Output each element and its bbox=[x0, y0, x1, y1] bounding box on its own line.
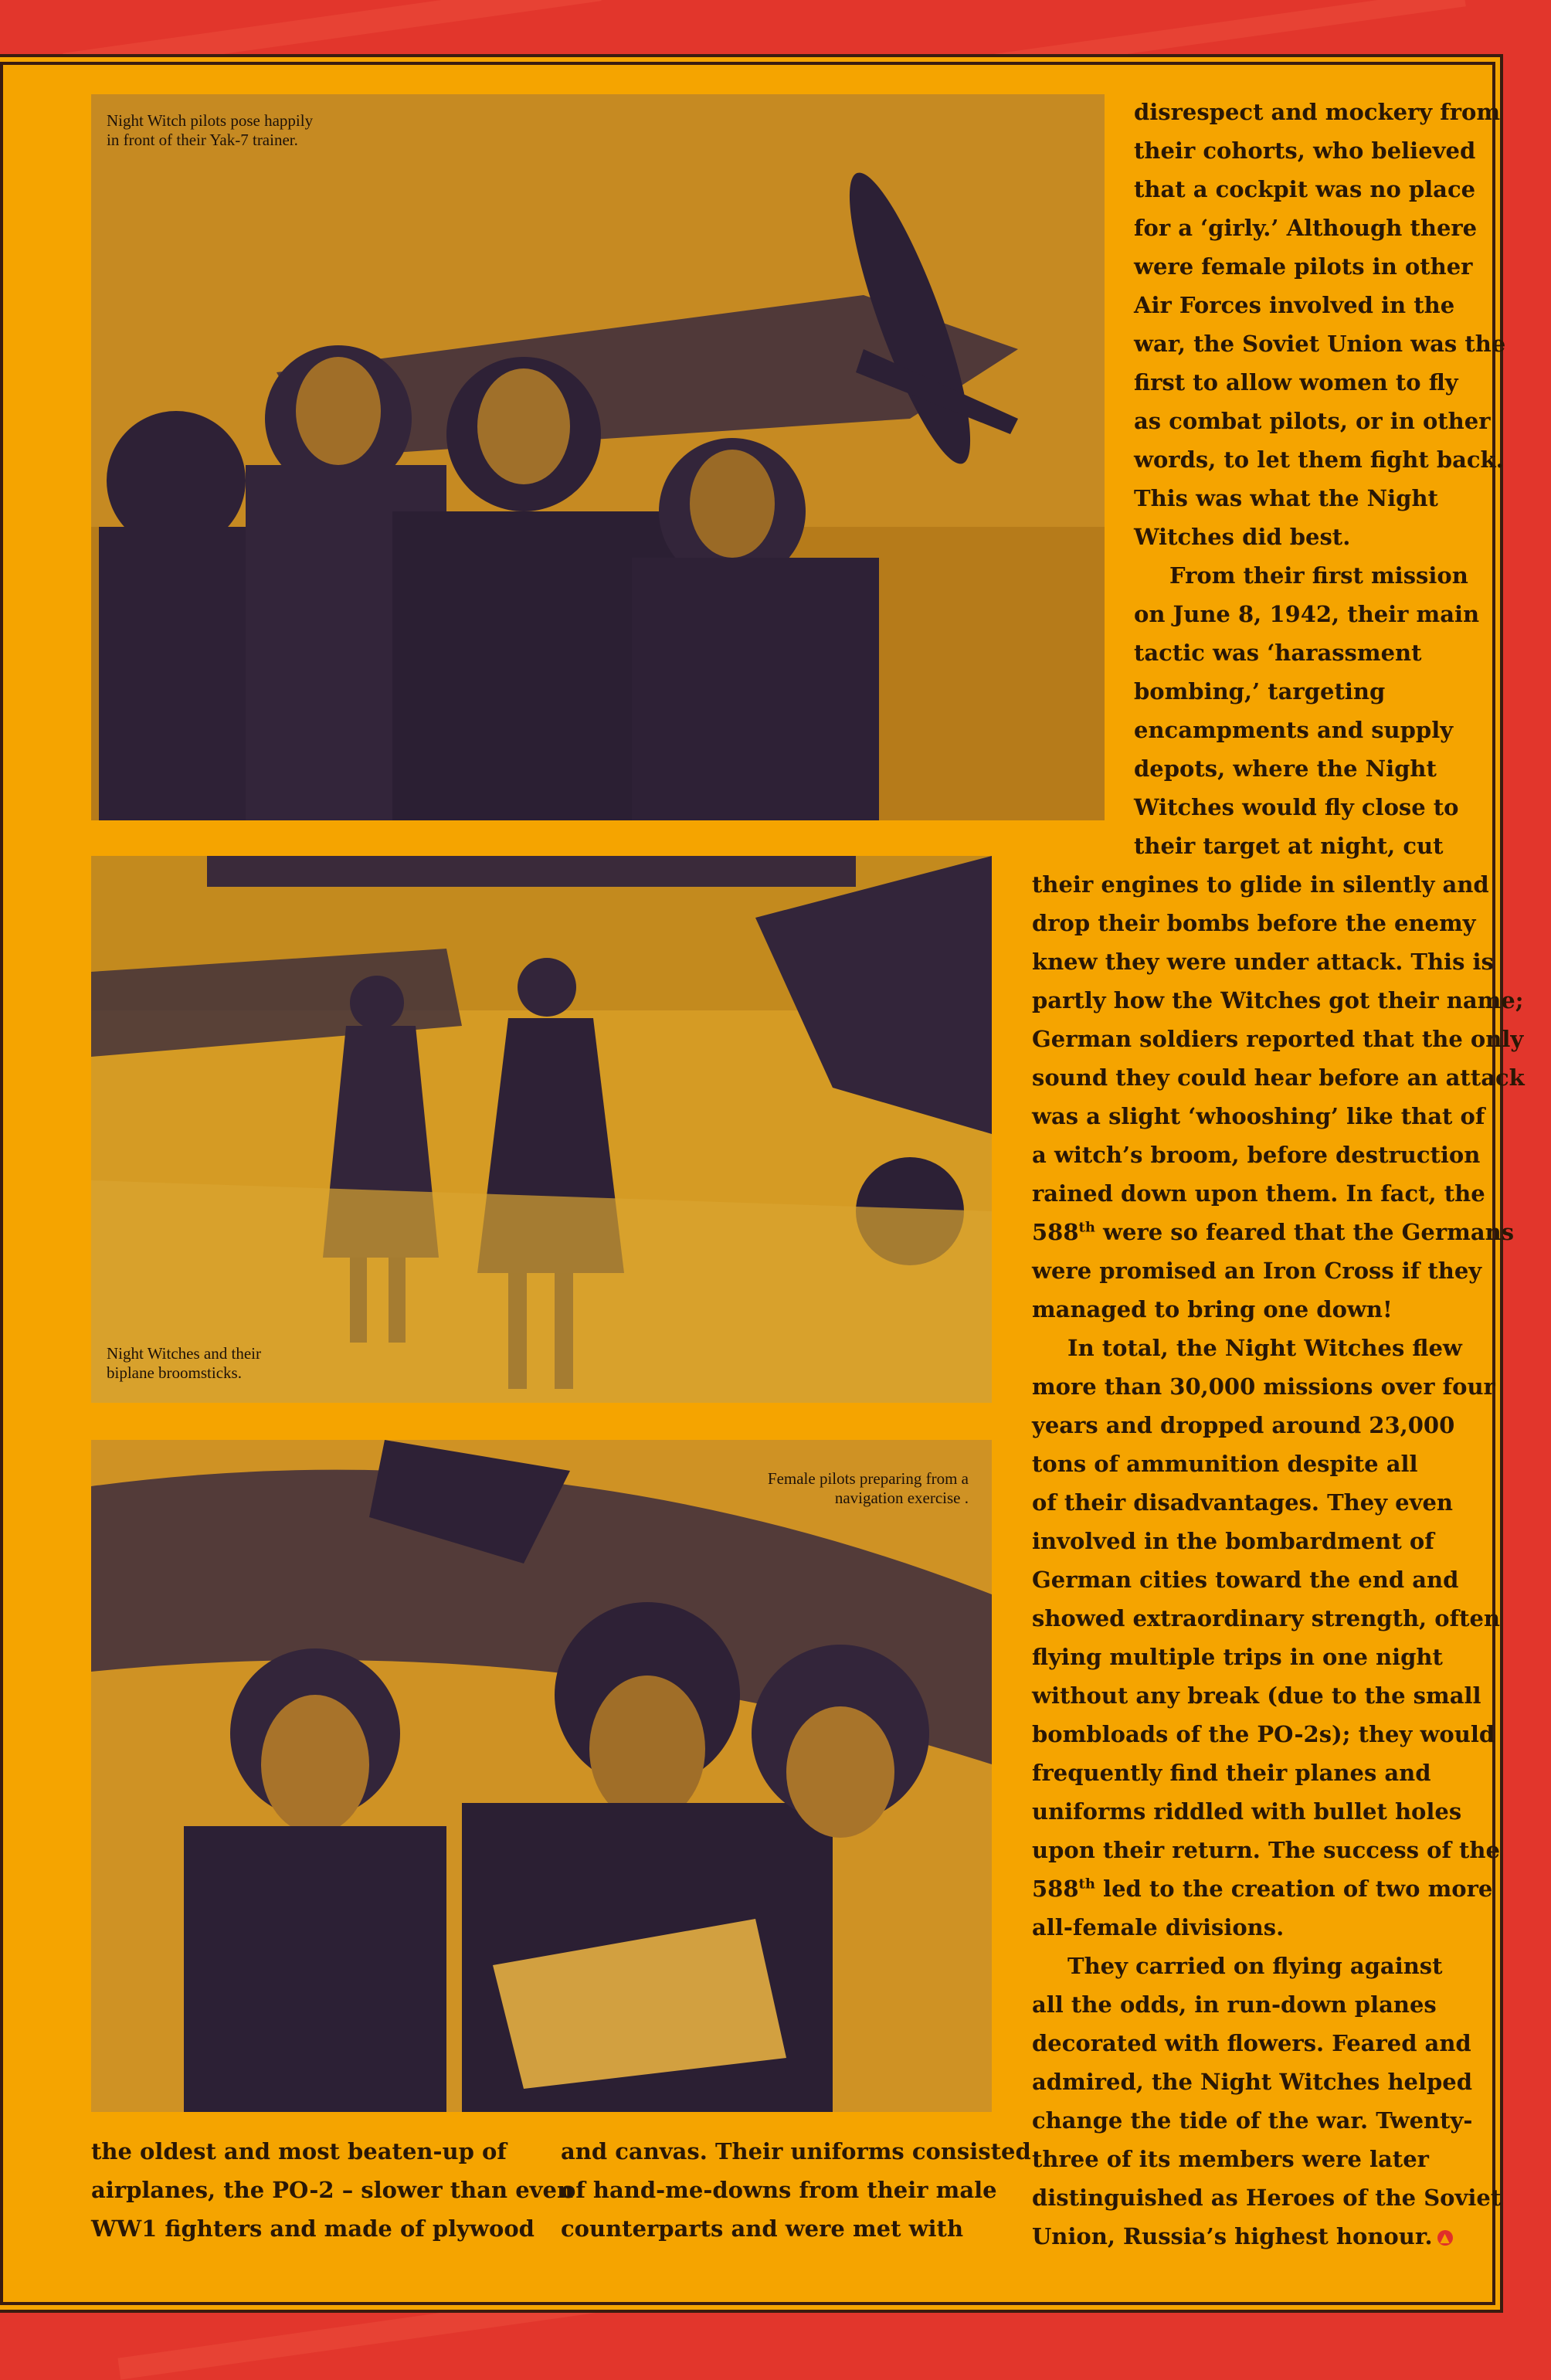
text-line: Air Forces involved in the bbox=[1134, 292, 1455, 318]
text-line-588 bbox=[1032, 1869, 1525, 1908]
text-line: their target at night, cut bbox=[1134, 833, 1444, 859]
caption-line: Female pilots preparing from a bbox=[767, 1469, 969, 1488]
text-span: Union, Russia’s highest honour. bbox=[1032, 2223, 1433, 2249]
caption-line: in front of their Yak-7 trainer. bbox=[107, 131, 298, 149]
caption-photo3 bbox=[768, 1469, 969, 1508]
text-line: WW1 fighters and made of plywood bbox=[91, 2215, 535, 2242]
caption-line: Night Witch pilots pose happily bbox=[107, 111, 314, 130]
text-line: tactic was ‘harassment bbox=[1134, 640, 1422, 666]
caption-photo1 bbox=[107, 111, 313, 150]
photo-navigation-exercise bbox=[91, 1440, 992, 2112]
bottom-column-2 bbox=[561, 2132, 1031, 2248]
right-column-narrow bbox=[1134, 93, 1505, 865]
text-line: bombloads of the PO-2s); they would bbox=[1032, 1721, 1495, 1747]
text-line: a witch’s broom, before destruction bbox=[1032, 1142, 1481, 1168]
text-line: airplanes, the PO-2 – slower than even bbox=[91, 2177, 574, 2203]
text-line: partly how the Witches got their name; bbox=[1032, 987, 1524, 1013]
photo-biplanes-image bbox=[91, 856, 992, 1403]
text-line: words, to let them fight back. bbox=[1134, 446, 1504, 473]
text-line-588 bbox=[1032, 1213, 1525, 1251]
text-line: frequently find their planes and bbox=[1032, 1760, 1431, 1786]
superscript: th bbox=[1078, 1219, 1095, 1236]
text-line: the oldest and most beaten-up of bbox=[91, 2138, 507, 2164]
text-line: years and dropped around 23,000 bbox=[1032, 1412, 1455, 1438]
text-line: without any break (due to the small bbox=[1032, 1682, 1481, 1709]
text-line: This was what the Night bbox=[1134, 485, 1438, 511]
text-line: that a cockpit was no place bbox=[1134, 176, 1476, 202]
text-line: change the tide of the war. Twenty- bbox=[1032, 2107, 1473, 2134]
text-line: From their first mission bbox=[1169, 562, 1468, 589]
text-line: first to allow women to fly bbox=[1134, 369, 1458, 396]
text-line: sound they could hear before an attack bbox=[1032, 1064, 1525, 1091]
text-line: three of its members were later bbox=[1032, 2146, 1429, 2172]
text-line: of hand-me-downs from their male bbox=[561, 2177, 997, 2203]
text-line: was a slight ‘whooshing’ like that of bbox=[1032, 1103, 1485, 1129]
text-line: Witches would fly close to bbox=[1134, 794, 1459, 820]
text-line: as combat pilots, or in other bbox=[1134, 408, 1491, 434]
text-line: disrespect and mockery from bbox=[1134, 99, 1501, 125]
bottom-column-1 bbox=[91, 2132, 573, 2248]
text-line: their engines to glide in silently and bbox=[1032, 871, 1489, 898]
text-line: all-female divisions. bbox=[1032, 1914, 1285, 1940]
text-line: encampments and supply bbox=[1134, 717, 1454, 743]
text-line: upon their return. The success of the bbox=[1032, 1837, 1500, 1863]
photo-yak7-pilots-image bbox=[91, 94, 1105, 820]
text-line: war, the Soviet Union was the bbox=[1134, 331, 1506, 357]
text-line: were female pilots in other bbox=[1134, 253, 1473, 280]
text-line: flying multiple trips in one night bbox=[1032, 1644, 1443, 1670]
caption-line: navigation exercise . bbox=[834, 1489, 969, 1507]
text-line: Witches did best. bbox=[1134, 524, 1351, 550]
caption-line: biplane broomsticks. bbox=[107, 1363, 242, 1382]
text-line: knew they were under attack. This is bbox=[1032, 949, 1494, 975]
text-line: decorated with flowers. Feared and bbox=[1032, 2030, 1471, 2056]
text-line: more than 30,000 missions over four bbox=[1032, 1373, 1495, 1400]
text-line-last bbox=[1032, 2217, 1525, 2256]
text-line: their cohorts, who believed bbox=[1134, 138, 1476, 164]
text-line: admired, the Night Witches helped bbox=[1032, 2069, 1473, 2095]
text-line: showed extraordinary strength, often bbox=[1032, 1605, 1500, 1631]
photo-biplanes bbox=[91, 856, 992, 1403]
text-span: were so feared that the Germans bbox=[1095, 1219, 1515, 1245]
caption-photo2 bbox=[107, 1344, 261, 1383]
right-column-wide bbox=[1032, 865, 1525, 2256]
photo-yak7-pilots bbox=[91, 94, 1105, 820]
article-panel bbox=[0, 62, 1525, 2305]
text-line: all the odds, in run-down planes bbox=[1032, 1991, 1437, 2018]
text-line: for a ‘girly.’ Although there bbox=[1134, 215, 1478, 241]
text-span: 588 bbox=[1032, 1219, 1079, 1245]
text-line: uniforms riddled with bullet holes bbox=[1032, 1798, 1462, 1825]
text-line: drop their bombs before the enemy bbox=[1032, 910, 1476, 936]
text-line: German cities toward the end and bbox=[1032, 1567, 1459, 1593]
end-mark-icon: ▲ bbox=[1437, 2230, 1453, 2246]
text-line: on June 8, 1942, their main bbox=[1134, 601, 1480, 627]
text-line: They carried on flying against bbox=[1067, 1953, 1443, 1979]
text-line: managed to bring one down! bbox=[1032, 1296, 1393, 1322]
superscript: th bbox=[1078, 1876, 1095, 1893]
text-line: bombing,’ targeting bbox=[1134, 678, 1386, 704]
text-line: rained down upon them. In fact, the bbox=[1032, 1180, 1485, 1207]
text-span: led to the creation of two more bbox=[1095, 1876, 1493, 1902]
photo-navigation-image bbox=[91, 1440, 992, 2112]
text-span: 588 bbox=[1032, 1876, 1079, 1902]
text-line: tons of ammunition despite all bbox=[1032, 1451, 1418, 1477]
text-line: counterparts and were met with bbox=[561, 2215, 964, 2242]
text-line: In total, the Night Witches flew bbox=[1067, 1335, 1462, 1361]
text-line: involved in the bombardment of bbox=[1032, 1528, 1434, 1554]
text-line: depots, where the Night bbox=[1134, 755, 1437, 782]
text-line: distinguished as Heroes of the Soviet bbox=[1032, 2185, 1502, 2211]
text-line: of their disadvantages. They even bbox=[1032, 1489, 1453, 1516]
text-line: German soldiers reported that the only bbox=[1032, 1026, 1524, 1052]
caption-line: Night Witches and their bbox=[107, 1344, 261, 1363]
text-line: and canvas. Their uniforms consisted bbox=[561, 2138, 1031, 2164]
text-line: were promised an Iron Cross if they bbox=[1032, 1258, 1482, 1284]
